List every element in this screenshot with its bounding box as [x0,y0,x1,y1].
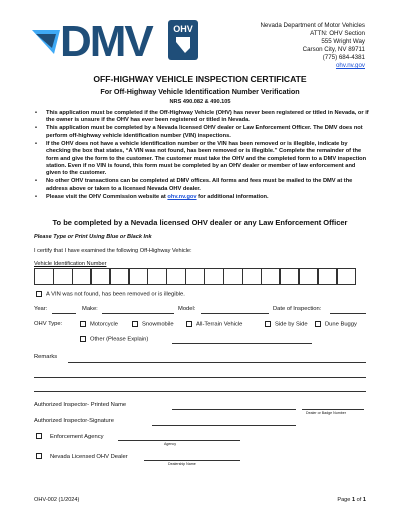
checkbox[interactable] [80,321,86,327]
enforcement-agency-option[interactable] [36,433,104,440]
remarks-label: Remarks [34,354,58,360]
option-label: Motorcycle [90,321,119,328]
checkbox[interactable] [132,321,138,327]
ohv-type-atv[interactable] [186,321,242,328]
instructions-list [34,110,370,202]
ohv-dealer-option[interactable] [36,453,128,460]
ohv-type-side-by-side[interactable] [265,321,308,328]
vin-char-box[interactable] [110,268,130,285]
vin-char-box[interactable] [299,268,319,285]
instruction-text: Please visit the OHV Commission website at [46,193,168,200]
vin-char-box[interactable] [129,268,149,285]
agency-address [260,22,365,70]
option-label: Other (Please Explain) [90,336,149,343]
make-field[interactable] [102,313,174,314]
option-label: All-Terrain Vehicle [196,321,243,328]
page-total: 1 [362,497,366,503]
option-label: Snowmobile [142,321,174,328]
model-field[interactable] [201,313,269,314]
date-field[interactable] [330,313,366,314]
ohv-type-dune-buggy[interactable] [315,321,357,328]
vin-char-box[interactable] [280,268,300,285]
certify-statement: I certify that I have examined the following Off-Highway Vehicle: [34,248,192,254]
page-number: 1 [351,497,356,503]
vin-char-box[interactable] [318,268,338,285]
statute-reference: NRS 490.082 & 490.105 [169,99,231,105]
ohv-website-link[interactable]: ohv.nv.gov [167,193,197,200]
instruction-item: • No other OHV transactions can be completed at DMV offices. All forms and fees must be mailed to the DMV at the address above or taken to a licensed Nevada OHV dealer. [34,178,370,193]
make-label: Make: [82,306,98,312]
vin-char-box[interactable] [53,268,73,285]
checkbox[interactable] [186,321,192,327]
year-label: Year: [34,306,48,312]
page-text: Page [337,497,352,503]
form-number: OHV-002 (1/2024) [34,497,80,503]
vin-not-found-label: A VIN was not found, has been removed or is illegible. [46,291,185,298]
ohv-type-other[interactable] [80,336,148,343]
option-label: Side by Side [275,321,308,328]
form-title: OFF-HIGHWAY VEHICLE INSPECTION CERTIFICATE [93,74,307,84]
vin-char-box[interactable] [166,268,186,285]
address-line: Carson City, NV 89711 [302,46,365,53]
vin-char-box[interactable] [204,268,224,285]
option-label: Enforcement Agency [50,433,104,440]
vin-char-box[interactable] [242,268,262,285]
ohv-badge-text: OHV [173,24,193,34]
remarks-line[interactable] [68,362,366,363]
ohv-type-label: OHV Type: [34,321,63,327]
vin-not-found-option[interactable] [36,291,185,298]
page-text: of [355,497,363,503]
vin-input-grid[interactable] [34,268,355,285]
address-line: 555 Wright Way [321,38,365,45]
inspector-name-label: Authorized Inspector- Printed Name [34,402,127,408]
other-explain-field[interactable] [172,343,312,344]
inspector-signature-label: Authorized Inspector-Signature [34,418,114,424]
vin-char-box[interactable] [34,268,54,285]
nevada-map-icon [173,36,193,54]
address-line: ATTN: OHV Section [310,30,365,37]
address-line: Nevada Department of Motor Vehicles [260,22,365,29]
checkbox[interactable] [315,321,321,327]
vin-char-box[interactable] [185,268,205,285]
vin-char-box[interactable] [261,268,281,285]
agency-field[interactable] [118,440,240,441]
address-line: (775) 684-4381 [322,54,365,61]
instruction-item: • This application must be completed if the Off-Highway Vehicle (OHV) has never been registered or titled in Nevada, or if the owner is unsure if the OHV has ever been registered or titled in Nevada. [34,110,370,125]
checkbox[interactable] [265,321,271,327]
page-indicator [337,497,366,503]
vin-char-box[interactable] [223,268,243,285]
option-label: Nevada Licensed OHV Dealer [50,453,128,460]
inspector-signature-field[interactable] [152,425,296,426]
vin-char-box[interactable] [337,268,357,285]
vin-char-box[interactable] [72,268,92,285]
website-link[interactable]: ohv.nv.gov [335,62,365,69]
ink-instruction: Please Type or Print Using Blue or Black Ink [34,234,152,240]
vin-label: Vehicle Identification Number [34,261,107,267]
checkbox[interactable] [80,336,86,342]
dealership-field[interactable] [144,460,240,461]
agency-caption: Agency [164,442,176,446]
checkbox[interactable] [36,453,42,459]
instruction-item: • If the OHV does not have a vehicle identification number or the VIN has been removed or is illegible, indicate by checking the box that states, “A VIN was not found, has been removed or is illegible.” Complete the remainder of the form and give the form to the customer. The customer must take the OHV and the completed form to a DMV inspection station. Even if no VIN is found, this form must be completed by an OHV dealer or member of law enforcement and given to the customer. [34,141,370,178]
vin-not-found-checkbox[interactable] [36,291,42,297]
instruction-item [34,194,370,201]
date-label: Date of Inspection: [273,306,322,312]
model-label: Model: [178,306,196,312]
instruction-text: for additional information. [196,193,269,200]
form-subtitle: For Off-Highway Vehicle Identification Number Verification [100,87,300,96]
inspector-name-field[interactable] [172,409,296,410]
badge-number-caption: Dealer or Badge Number [306,411,346,415]
checkbox[interactable] [36,433,42,439]
vin-char-box[interactable] [147,268,167,285]
ohv-badge [168,20,198,60]
ohv-type-snowmobile[interactable] [132,321,174,328]
dmv-logo-text: DMV [60,17,152,66]
vin-char-box[interactable] [91,268,111,285]
remarks-line[interactable] [34,391,366,392]
badge-number-field[interactable] [302,409,364,410]
ohv-type-motorcycle[interactable] [80,321,118,328]
dmv-swoosh-icon [30,22,64,62]
dealership-caption: Dealership Name [168,462,196,466]
year-field[interactable] [52,313,76,314]
option-label: Dune Buggy [325,321,357,328]
remarks-line[interactable] [34,377,366,378]
section-title: To be completed by a Nevada licensed OHV dealer or any Law Enforcement Officer [52,218,348,227]
instruction-item: • This application must be completed by a Nevada licensed OHV dealer or Law Enforcement Officer. The DMV does not perform off-highway vehicle identification number (VIN) inspections. [34,125,370,140]
